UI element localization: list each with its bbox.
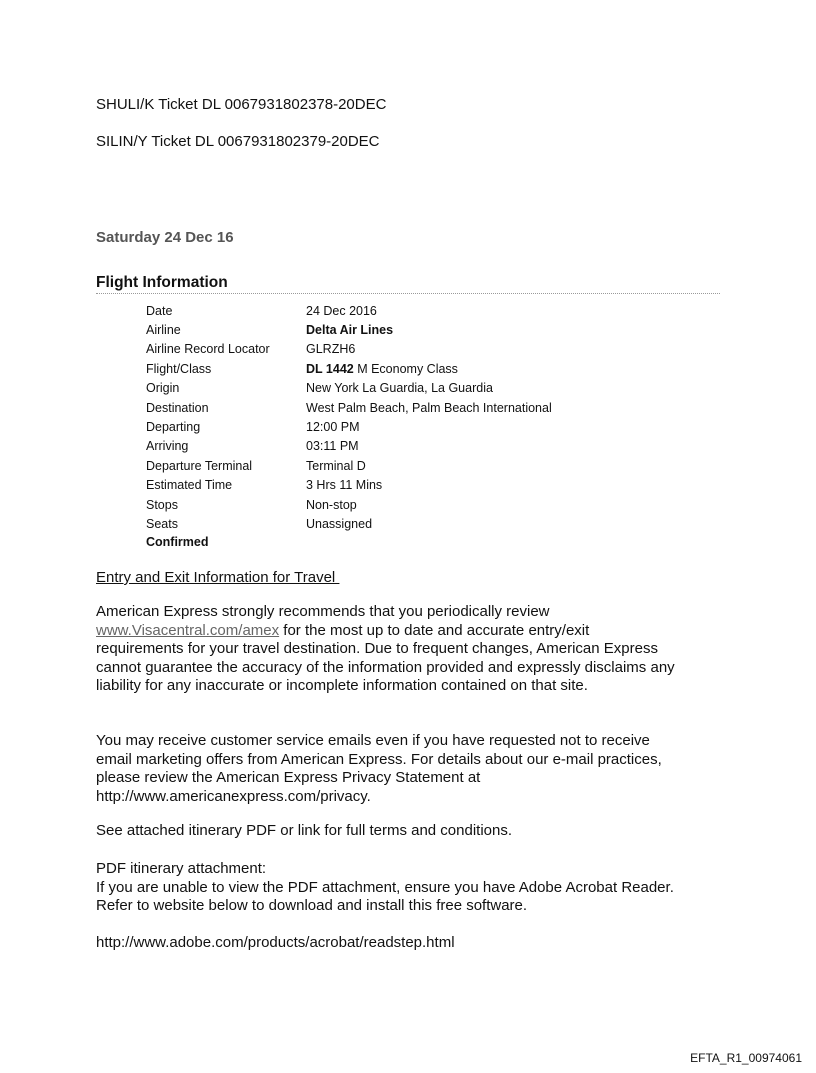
flight-row-estimated-time <box>146 476 552 495</box>
paragraph-line: cannot guarantee the accuracy of the information provided and expressly disclaims any <box>96 658 675 676</box>
flight-row-departure-terminal <box>146 456 552 475</box>
paragraph-line: liability for any inaccurate or incomplete information contained on that site. <box>96 677 588 695</box>
flight-info-title: Flight Information <box>96 274 720 294</box>
row-value: West Palm Beach, Palm Beach International <box>306 400 552 415</box>
flight-row-destination <box>146 398 552 417</box>
paragraph-line: Refer to website below to download and install this free software. <box>96 897 528 915</box>
booking-status: Confirmed <box>146 535 209 549</box>
row-value: 03:11 PM <box>306 439 359 454</box>
row-label: Airline Record Locator <box>146 342 270 357</box>
flight-row-stops <box>146 495 552 514</box>
ticket-line: SHULI/K Ticket DL 0067931802378-20DEC <box>96 96 387 113</box>
ticket-line: SILIN/Y Ticket DL 0067931802379-20DEC <box>96 133 380 150</box>
paragraph-line: If you are unable to view the PDF attachment, ensure you have Adobe Acrobat Reader. <box>96 878 674 896</box>
row-value: New York La Guardia, La Guardia <box>306 381 493 396</box>
row-value: 24 Dec 2016 <box>306 303 377 318</box>
privacy-url: http://www.americanexpress.com/privacy. <box>96 787 371 805</box>
flight-row-seats <box>146 514 552 533</box>
adobe-download-url: http://www.adobe.com/products/acrobat/readstep.html <box>96 934 455 951</box>
flight-row-record-locator <box>146 340 552 359</box>
row-value: Unassigned <box>306 516 373 531</box>
entry-exit-paragraph <box>96 603 675 696</box>
paragraph-line: email marketing offers from American Express. For details about our e-mail practices, <box>96 750 662 768</box>
row-value: Non-stop <box>306 497 357 512</box>
paragraph-line: American Express strongly recommends that you periodically review <box>96 603 550 620</box>
flight-row-flight-class <box>146 359 552 378</box>
row-label: Origin <box>146 381 180 396</box>
flight-details-table <box>146 301 552 534</box>
day-heading: Saturday 24 Dec 16 <box>96 229 234 246</box>
row-label: Date <box>146 303 173 318</box>
paragraph-line <box>96 622 675 641</box>
row-value: Delta Air Lines <box>306 323 394 338</box>
row-label: Arriving <box>146 439 189 454</box>
row-label: Airline <box>146 323 181 338</box>
paragraph-line: please review the American Express Privacy Statement at <box>96 769 481 787</box>
entry-exit-heading: Entry and Exit Information for Travel <box>96 569 340 586</box>
pdf-notice-paragraph <box>96 860 674 916</box>
paragraph-line: PDF itinerary attachment: <box>96 860 267 877</box>
row-label: Departing <box>146 420 201 435</box>
row-value: 3 Hrs 11 Mins <box>306 478 383 493</box>
row-label: Flight/Class <box>146 361 212 376</box>
emails-notice-paragraph <box>96 732 662 806</box>
row-value: GLRZH6 <box>306 342 356 357</box>
paragraph-line: requirements for your travel destination. Due to frequent changes, American Express <box>96 640 658 658</box>
flight-row-origin <box>146 379 552 398</box>
terms-notice: See attached itinerary PDF or link for full terms and conditions. <box>96 822 513 839</box>
flight-row-arriving <box>146 437 552 456</box>
row-label: Estimated Time <box>146 478 233 493</box>
row-label: Departure Terminal <box>146 458 253 473</box>
flight-row-airline <box>146 320 552 339</box>
paragraph-line: You may receive customer service emails even if you have requested not to receive <box>96 732 650 749</box>
row-value: Terminal D <box>306 458 366 473</box>
row-label: Stops <box>146 497 178 512</box>
flight-row-date <box>146 301 552 320</box>
travel-class: M Economy Class <box>357 361 458 376</box>
row-label: Seats <box>146 516 178 531</box>
row-value <box>306 359 552 378</box>
row-label: Destination <box>146 400 209 415</box>
flight-number: DL 1442 <box>306 361 354 376</box>
document-id-footer: EFTA_R1_00974061 <box>690 1051 802 1065</box>
row-value: 12:00 PM <box>306 420 360 435</box>
paragraph-text: for the most up to date and accurate entry/exit <box>279 621 590 639</box>
flight-row-departing <box>146 417 552 436</box>
visacentral-link[interactable]: www.Visacentral.com/amex <box>96 621 280 639</box>
